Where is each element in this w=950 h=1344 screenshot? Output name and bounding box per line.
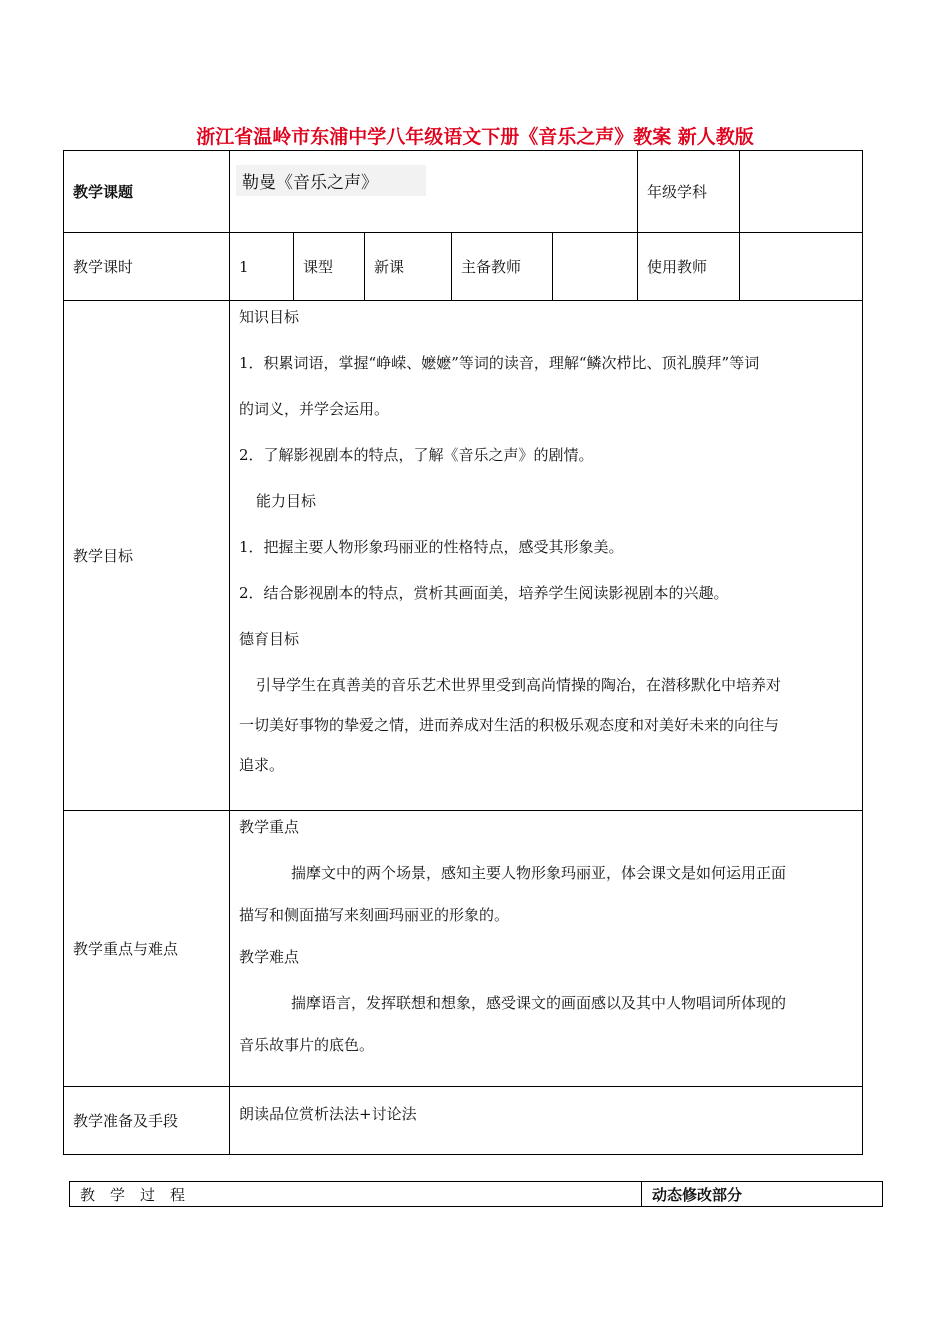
difficulty-text-b: 音乐故事片的底色。 [239, 1036, 375, 1054]
goals-label: 教学目标 [64, 301, 230, 811]
moral-heading: 德育目标 [239, 630, 300, 648]
process-header-row [70, 1182, 883, 1207]
main-teacher-label: 主备教师 [452, 233, 553, 301]
knowledge-item-1b: 的词义，并学会运用。 [239, 400, 390, 418]
moral-text-c: 追求。 [239, 756, 285, 774]
hours-value: 1 [230, 233, 294, 301]
moral-text-b: 一切美好事物的挚爱之情，进而养成对生活的积极乐观态度和对美好未来的向往与 [239, 716, 780, 734]
prep-value: 朗读品位赏析法法+讨论法 [230, 1087, 863, 1155]
user-teacher-value [740, 233, 863, 301]
key-text-b: 描写和侧面描写来刻画玛丽亚的形象的。 [239, 906, 510, 924]
topic-value: 勒曼《音乐之声》 [236, 165, 426, 196]
hours-row [64, 233, 863, 301]
key-heading: 教学重点 [239, 818, 300, 836]
type-value: 新课 [365, 233, 452, 301]
difficulty-text-a: 揣摩语言，发挥联想和想象，感受课文的画面感以及其中人物唱词所体现的 [291, 994, 787, 1012]
dynamic-label: 动态修改部分 [642, 1182, 883, 1207]
topic-cell [230, 151, 638, 233]
topic-row [64, 151, 863, 233]
main-teacher-value [553, 233, 638, 301]
prep-label: 教学准备及手段 [64, 1087, 230, 1155]
type-label: 课型 [294, 233, 365, 301]
key-label: 教学重点与难点 [64, 811, 230, 1087]
hours-label: 教学课时 [64, 233, 230, 301]
user-teacher-label: 使用教师 [638, 233, 740, 301]
process-header-table [69, 1181, 883, 1207]
ability-item-2: 2．结合影视剧本的特点，赏析其画面美，培养学生阅读影视剧本的兴趣。 [239, 584, 729, 602]
prep-row [64, 1087, 863, 1155]
ability-heading: 能力目标 [256, 492, 317, 510]
lesson-plan-table [63, 150, 863, 1155]
ability-item-1: 1．把握主要人物形象玛丽亚的性格特点，感受其形象美。 [239, 538, 624, 556]
key-points-row [64, 811, 863, 1087]
goals-row [64, 301, 863, 811]
knowledge-heading: 知识目标 [239, 308, 300, 326]
grade-value [740, 151, 863, 233]
document-title: 浙江省温岭市东浦中学八年级语文下册《音乐之声》教案 新人教版 [196, 126, 754, 148]
knowledge-item-2: 2．了解影视剧本的特点，了解《音乐之声》的剧情。 [239, 446, 594, 464]
goals-content [230, 301, 863, 811]
knowledge-item-1a: 1．积累词语，掌握“峥嵘、嬷嬷”等词的读音，理解“鳞次栉比、顶礼膜拜”等词 [239, 354, 760, 372]
moral-text-a: 引导学生在真善美的音乐艺术世界里受到高尚情操的陶冶，在潜移默化中培养对 [256, 676, 782, 694]
topic-label: 教学课题 [64, 151, 230, 233]
process-label: 教 学 过 程 [70, 1182, 642, 1207]
grade-label: 年级学科 [638, 151, 740, 233]
key-text-a: 揣摩文中的两个场景，感知主要人物形象玛丽亚，体会课文是如何运用正面 [291, 864, 787, 882]
difficulty-heading: 教学难点 [239, 948, 300, 966]
key-content [230, 811, 863, 1087]
